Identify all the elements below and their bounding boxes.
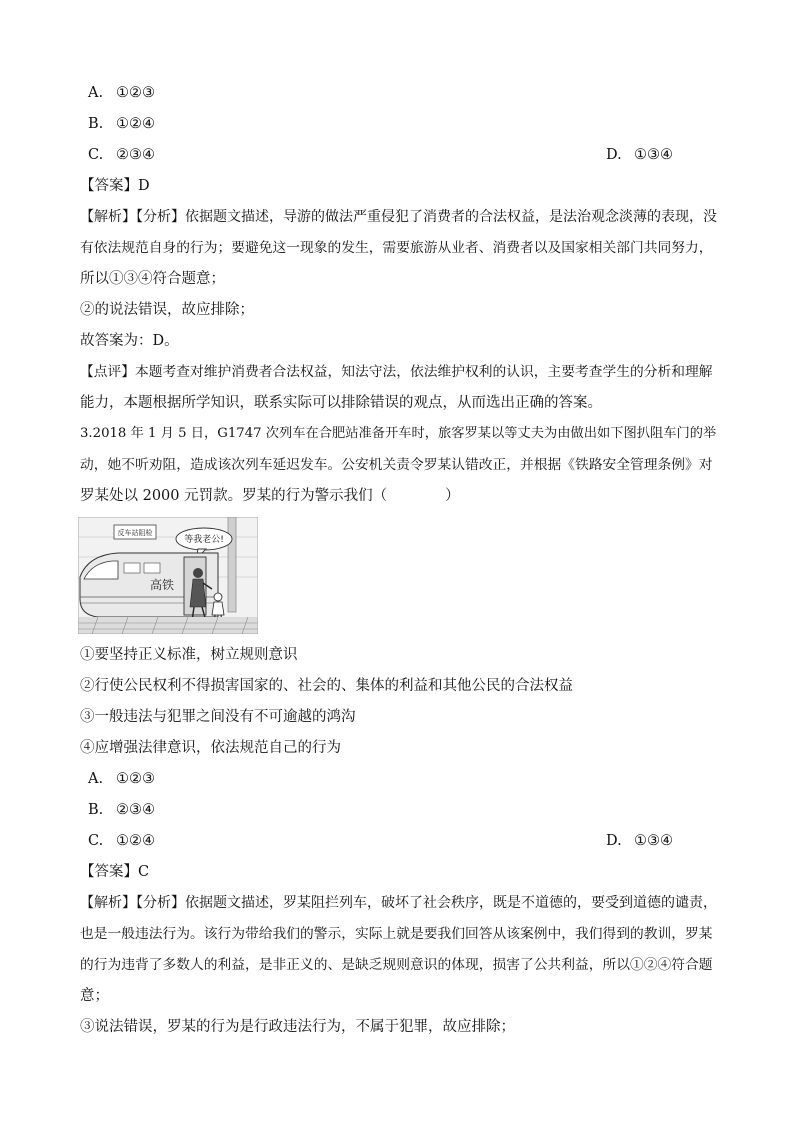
q3-statement-3: ③一般违法与犯罪之间没有不可逾越的鸿沟: [80, 709, 356, 725]
option-text: ①②③: [116, 85, 155, 101]
q2-analysis-line-5: 故答案为：D。: [80, 333, 179, 349]
q2-analysis-line-3: 所以①③④符合题意；: [80, 271, 225, 287]
q3-analysis-line-2: 也是一般违法行为。该行为带给我们的警示，实际上就是要我们回答从该案例中，我们得到的教训，罗某: [80, 926, 713, 942]
option-text: ②③④: [116, 802, 155, 818]
option-label: B.: [88, 802, 104, 818]
option-text: ①③④: [634, 833, 673, 849]
q3-stem-line-1: 3.2018 年 1 月 5 日，G1747 次列车在合肥站准备开车时，旅客罗某以等丈夫为由做出如下图扒阻车门的举: [80, 426, 717, 441]
q3-analysis-line-1: 【解析】【分析】依据题文描述，罗某阻拦列车，破坏了社会秩序，既是不道德的，要受到道德的谴责，: [80, 895, 717, 911]
q3-stem-line-3: 罗某处以 2000 元罚款。罗某的行为警示我们（ ）: [80, 488, 460, 504]
station-sign-text: 反车站阻检: [117, 529, 153, 537]
q2-option-d: [606, 145, 726, 165]
q3-option-a: [88, 769, 728, 789]
q3-option-d: [606, 831, 726, 851]
option-text: ①②③: [116, 771, 155, 787]
q2-comment-line-2: 能力，本题根据所学知识，联系实际可以排除错误的观点，从而选出正确的答案。: [80, 395, 602, 411]
option-label: D.: [606, 833, 622, 849]
option-label: B.: [88, 116, 104, 132]
q3-statement-4: ④应增强法律意识，依法规范自己的行为: [80, 740, 341, 756]
q3-analysis-line-4: 意；: [80, 988, 109, 1004]
woman-head: [193, 568, 203, 578]
child-head: [214, 593, 222, 601]
q3-analysis-line-5: ③说法错误，罗某的行为是行政违法行为，不属于犯罪，故应排除；: [80, 1019, 515, 1035]
option-label: A.: [88, 771, 104, 787]
q2-option-b: [88, 114, 728, 134]
option-text: ①②④: [116, 833, 155, 849]
q3-analysis-line-3: 的行为违背了多数人的利益，是非正义的、是缺乏规则意识的体现，损害了公共利益，所以①②④符合题: [80, 957, 713, 973]
q2-analysis-line-2: 有依法规范自身的行为；要避免这一现象的发生，需要旅游从业者、消费者以及国家相关部门共同努力，: [80, 240, 713, 256]
q2-analysis-line-4: ②的说法错误，故应排除；: [80, 302, 254, 318]
option-label: D.: [606, 147, 622, 163]
q2-answer: 【答案】D: [80, 178, 150, 194]
speech-bubble-text: 等我老公!: [184, 535, 224, 545]
q2-comment-line-1: 【点评】本题考查对维护消费者合法权益，知法守法，依法维护权利的认识，主要考查学生的分析和理解: [80, 364, 713, 380]
q3-stem-line-2: 动，她不听劝阻，造成该次列车延迟发车。公安机关责令罗某认错改正，并根据《铁路安全管理条例》对: [80, 457, 713, 473]
q3-option-b: [88, 800, 728, 820]
train-cartoon-figure: [78, 517, 258, 634]
q2-option-a: [88, 83, 728, 103]
q3-statement-2: ②行使公民权利不得损害国家的、社会的、集体的利益和其他公民的合法权益: [80, 678, 573, 694]
q3-answer: 【答案】C: [80, 864, 150, 880]
q3-statement-1: ①要坚持正义标准，树立规则意识: [80, 647, 298, 663]
option-label: A.: [88, 85, 104, 101]
q2-analysis-line-1: 【解析】【分析】依据题文描述，导游的做法严重侵犯了消费者的合法权益，是法治观念淡薄的表现，没: [80, 209, 717, 225]
train-label: 高铁: [149, 578, 175, 592]
option-text: ①③④: [634, 147, 673, 163]
option-text: ①②④: [116, 116, 155, 132]
option-label: C.: [88, 833, 104, 849]
option-label: C.: [88, 147, 104, 163]
option-text: ②③④: [116, 147, 155, 163]
